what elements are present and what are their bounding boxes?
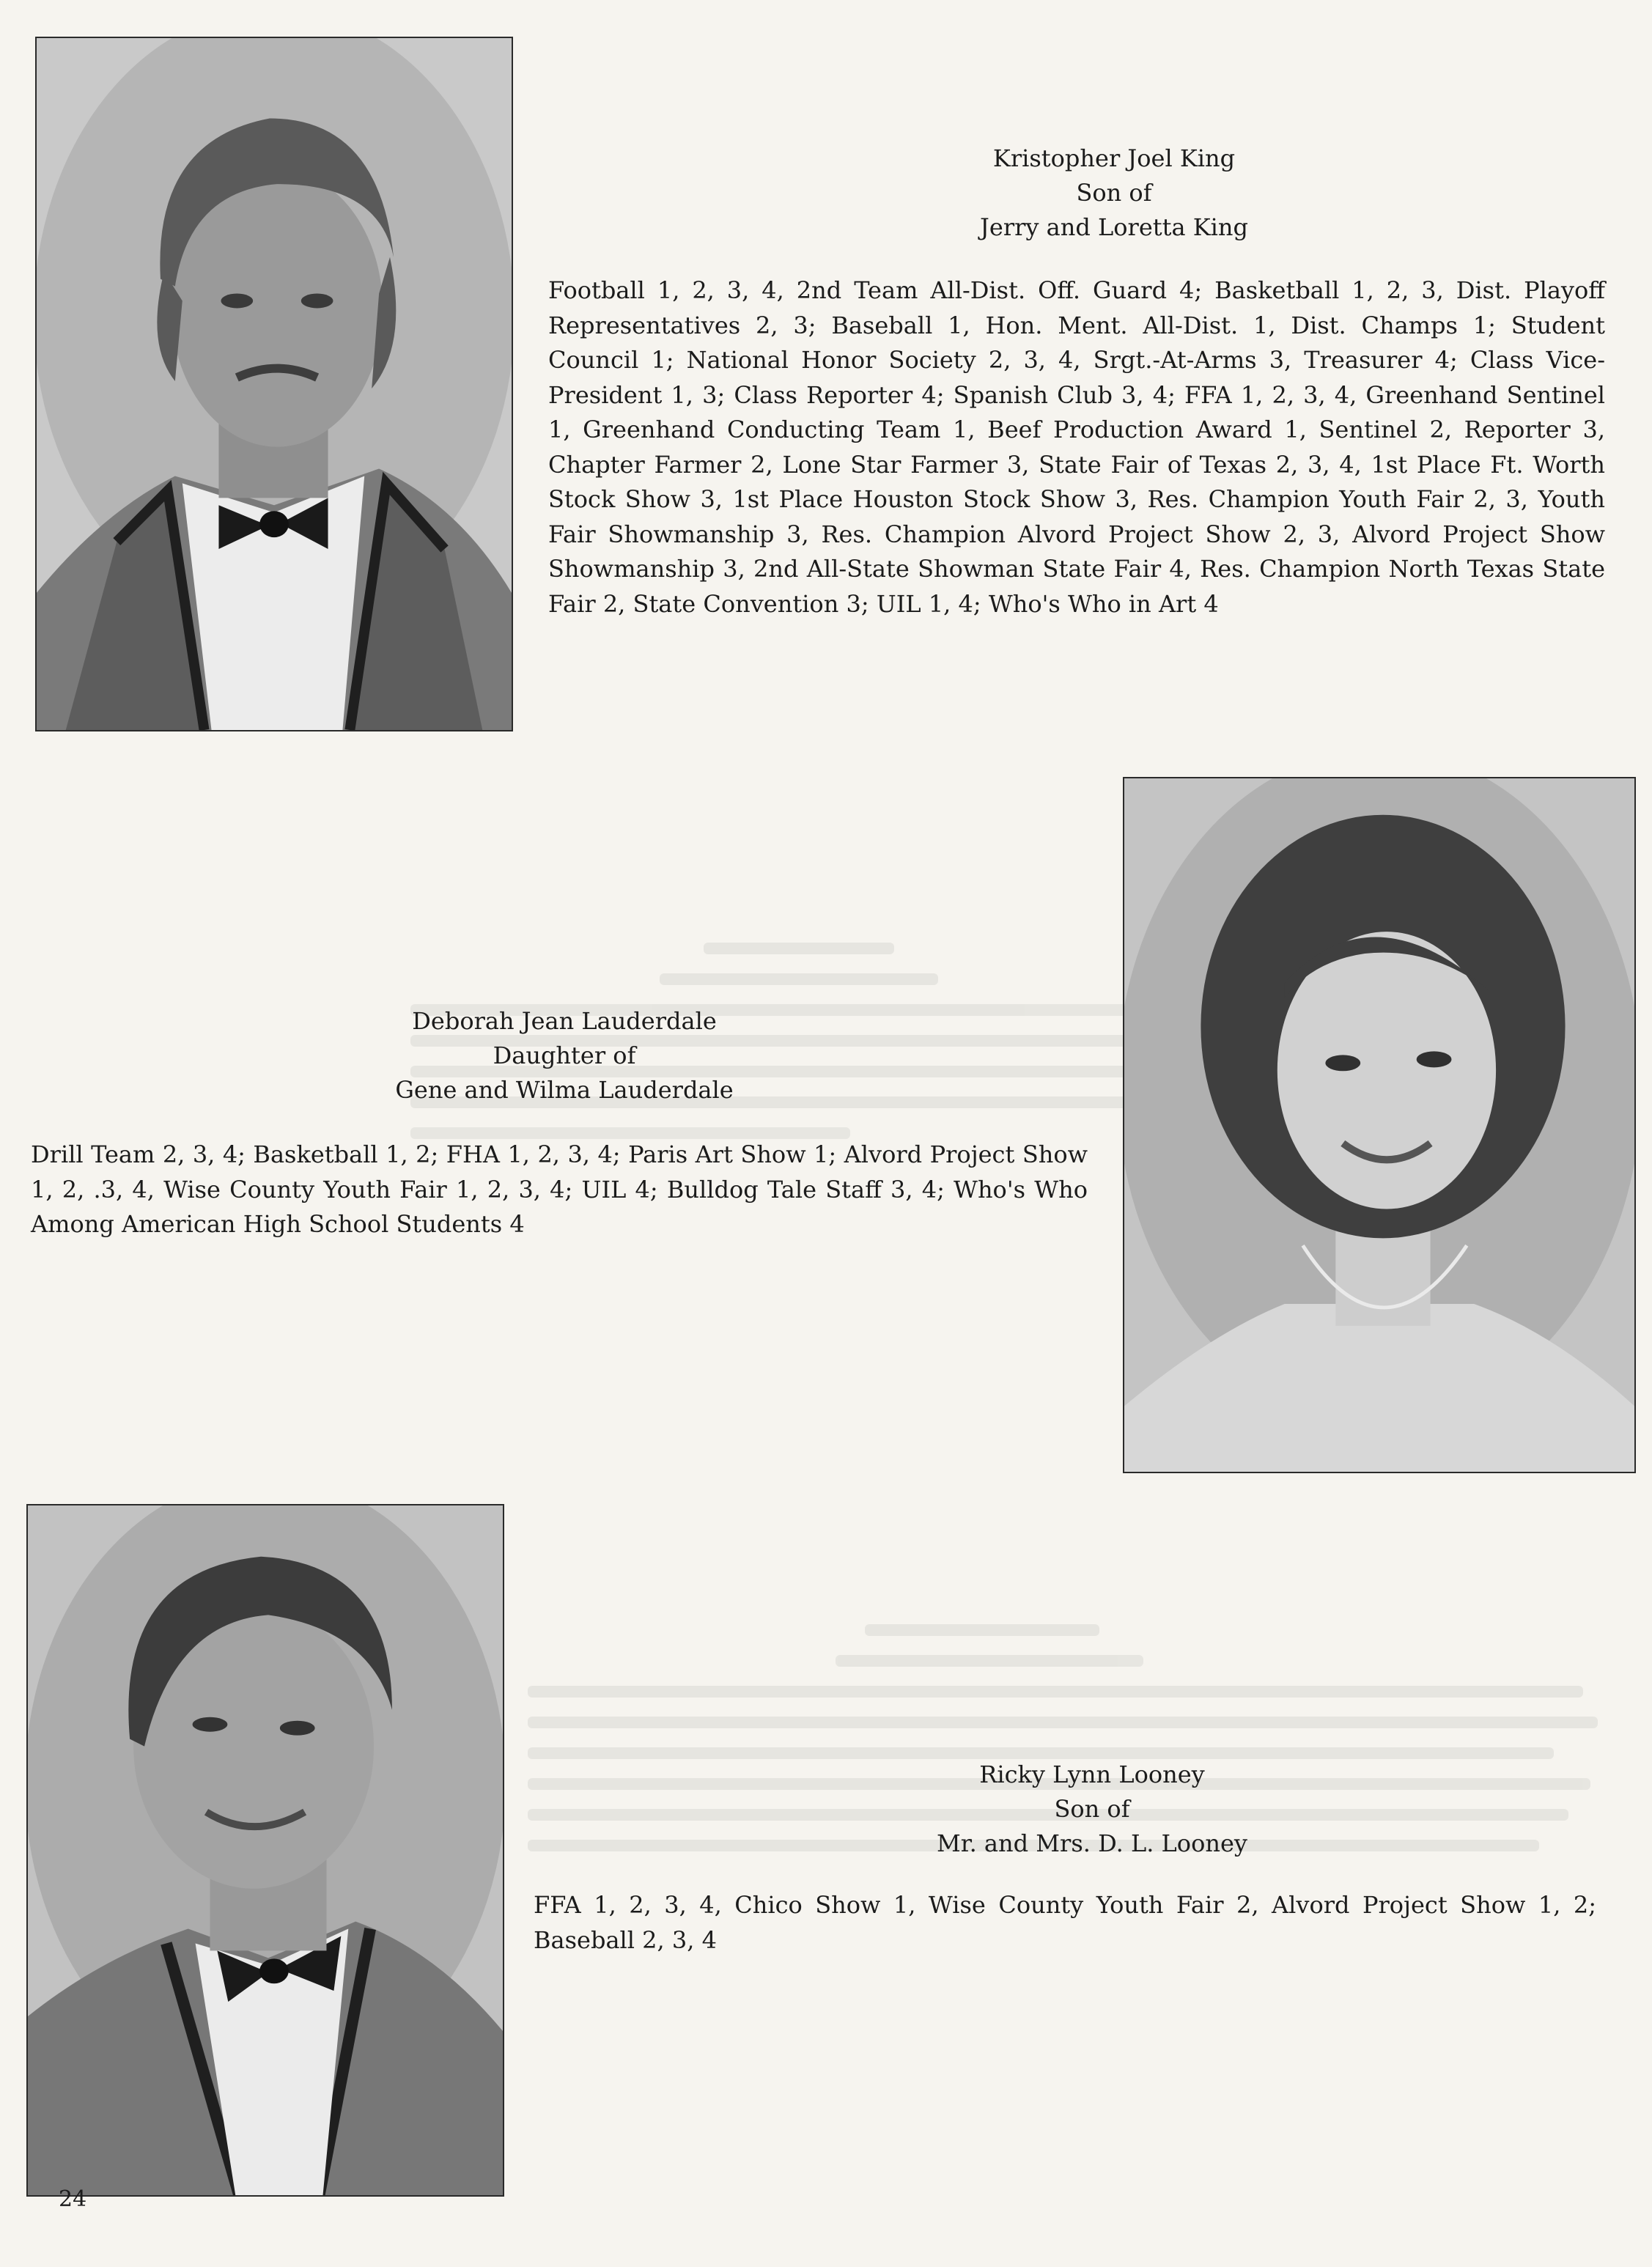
student-photo-looney bbox=[26, 1504, 504, 2197]
student-name: Kristopher Joel King bbox=[992, 144, 1236, 172]
student-photo-king bbox=[35, 37, 513, 731]
student-parents: Gene and Wilma Lauderdale bbox=[395, 1076, 734, 1104]
portrait-female bbox=[1124, 778, 1634, 1472]
portrait-male-tuxedo bbox=[37, 38, 512, 730]
student-activities-looney: FFA 1, 2, 3, 4, Chico Show 1, Wise County Youth Fair 2, Alvord Project Show 1, 2; Baseball 2, 3, 4 bbox=[534, 1891, 1596, 1954]
student-relation: Son of bbox=[1054, 1795, 1130, 1823]
student-caption-looney bbox=[843, 1758, 1341, 1861]
portrait-male-tuxedo bbox=[28, 1505, 503, 2195]
student-relation: Son of bbox=[1076, 179, 1152, 207]
student-activities-lauderdale: Drill Team 2, 3, 4; Basketball 1, 2; FHA 1, 2, 3, 4; Paris Art Show 1; Alvord Project Show 1, 2, .3, 4, Wise County Youth Fair 1, 2, 3, 4; UIL 4; Bulldog Tale Staff 3, 4; Who's Who Among American High School Students 4 bbox=[31, 1140, 1088, 1238]
student-caption-lauderdale bbox=[308, 1004, 821, 1107]
student-parents: Jerry and Loretta King bbox=[980, 213, 1248, 241]
student-relation: Daughter of bbox=[493, 1042, 636, 1069]
student-caption-king bbox=[865, 141, 1363, 245]
page-number: 24 bbox=[59, 2186, 87, 2212]
student-parents: Mr. and Mrs. D. L. Looney bbox=[937, 1829, 1247, 1857]
student-photo-lauderdale bbox=[1123, 777, 1636, 1473]
student-name: Deborah Jean Lauderdale bbox=[412, 1007, 717, 1035]
student-name: Ricky Lynn Looney bbox=[979, 1761, 1205, 1788]
student-activities-king: Football 1, 2, 3, 4, 2nd Team All-Dist. Off. Guard 4; Basketball 1, 2, 3, Dist. Playoff Representatives 2, 3; Baseball 1, Hon. Ment. All-Dist. 1, Dist. Champs 1; Student Council 1; National Honor Society 2, 3, 4, Srgt.-At-Arms 3, Treasurer 4; Class Vice-President 1, 3; Class Reporter 4; Spanish Club 3, 4; FFA 1, 2, 3, 4, Greenhand Sentinel 1, Greenhand Conducting Team 1, Beef Production Award 1, Sentinel 2, Reporter 3, Chapter Farmer 2, Lone Star Farmer 3, State Fair of Texas 2, 3, 4, 1st Place Ft. Worth Stock Show 3, 1st Place Houston Stock Show 3, Res. Champion Youth Fair 2, 3, Youth Fair Showmanship 3, Res. Champion Alvord Project Show 2, 3, Alvord Project Show Showmanship 3, 2nd All-State Showman State Fair 4, Res. Champion North Texas State Fair 2, State Convention 3; UIL 1, 4; Who's Who in Art 4 bbox=[548, 276, 1605, 618]
